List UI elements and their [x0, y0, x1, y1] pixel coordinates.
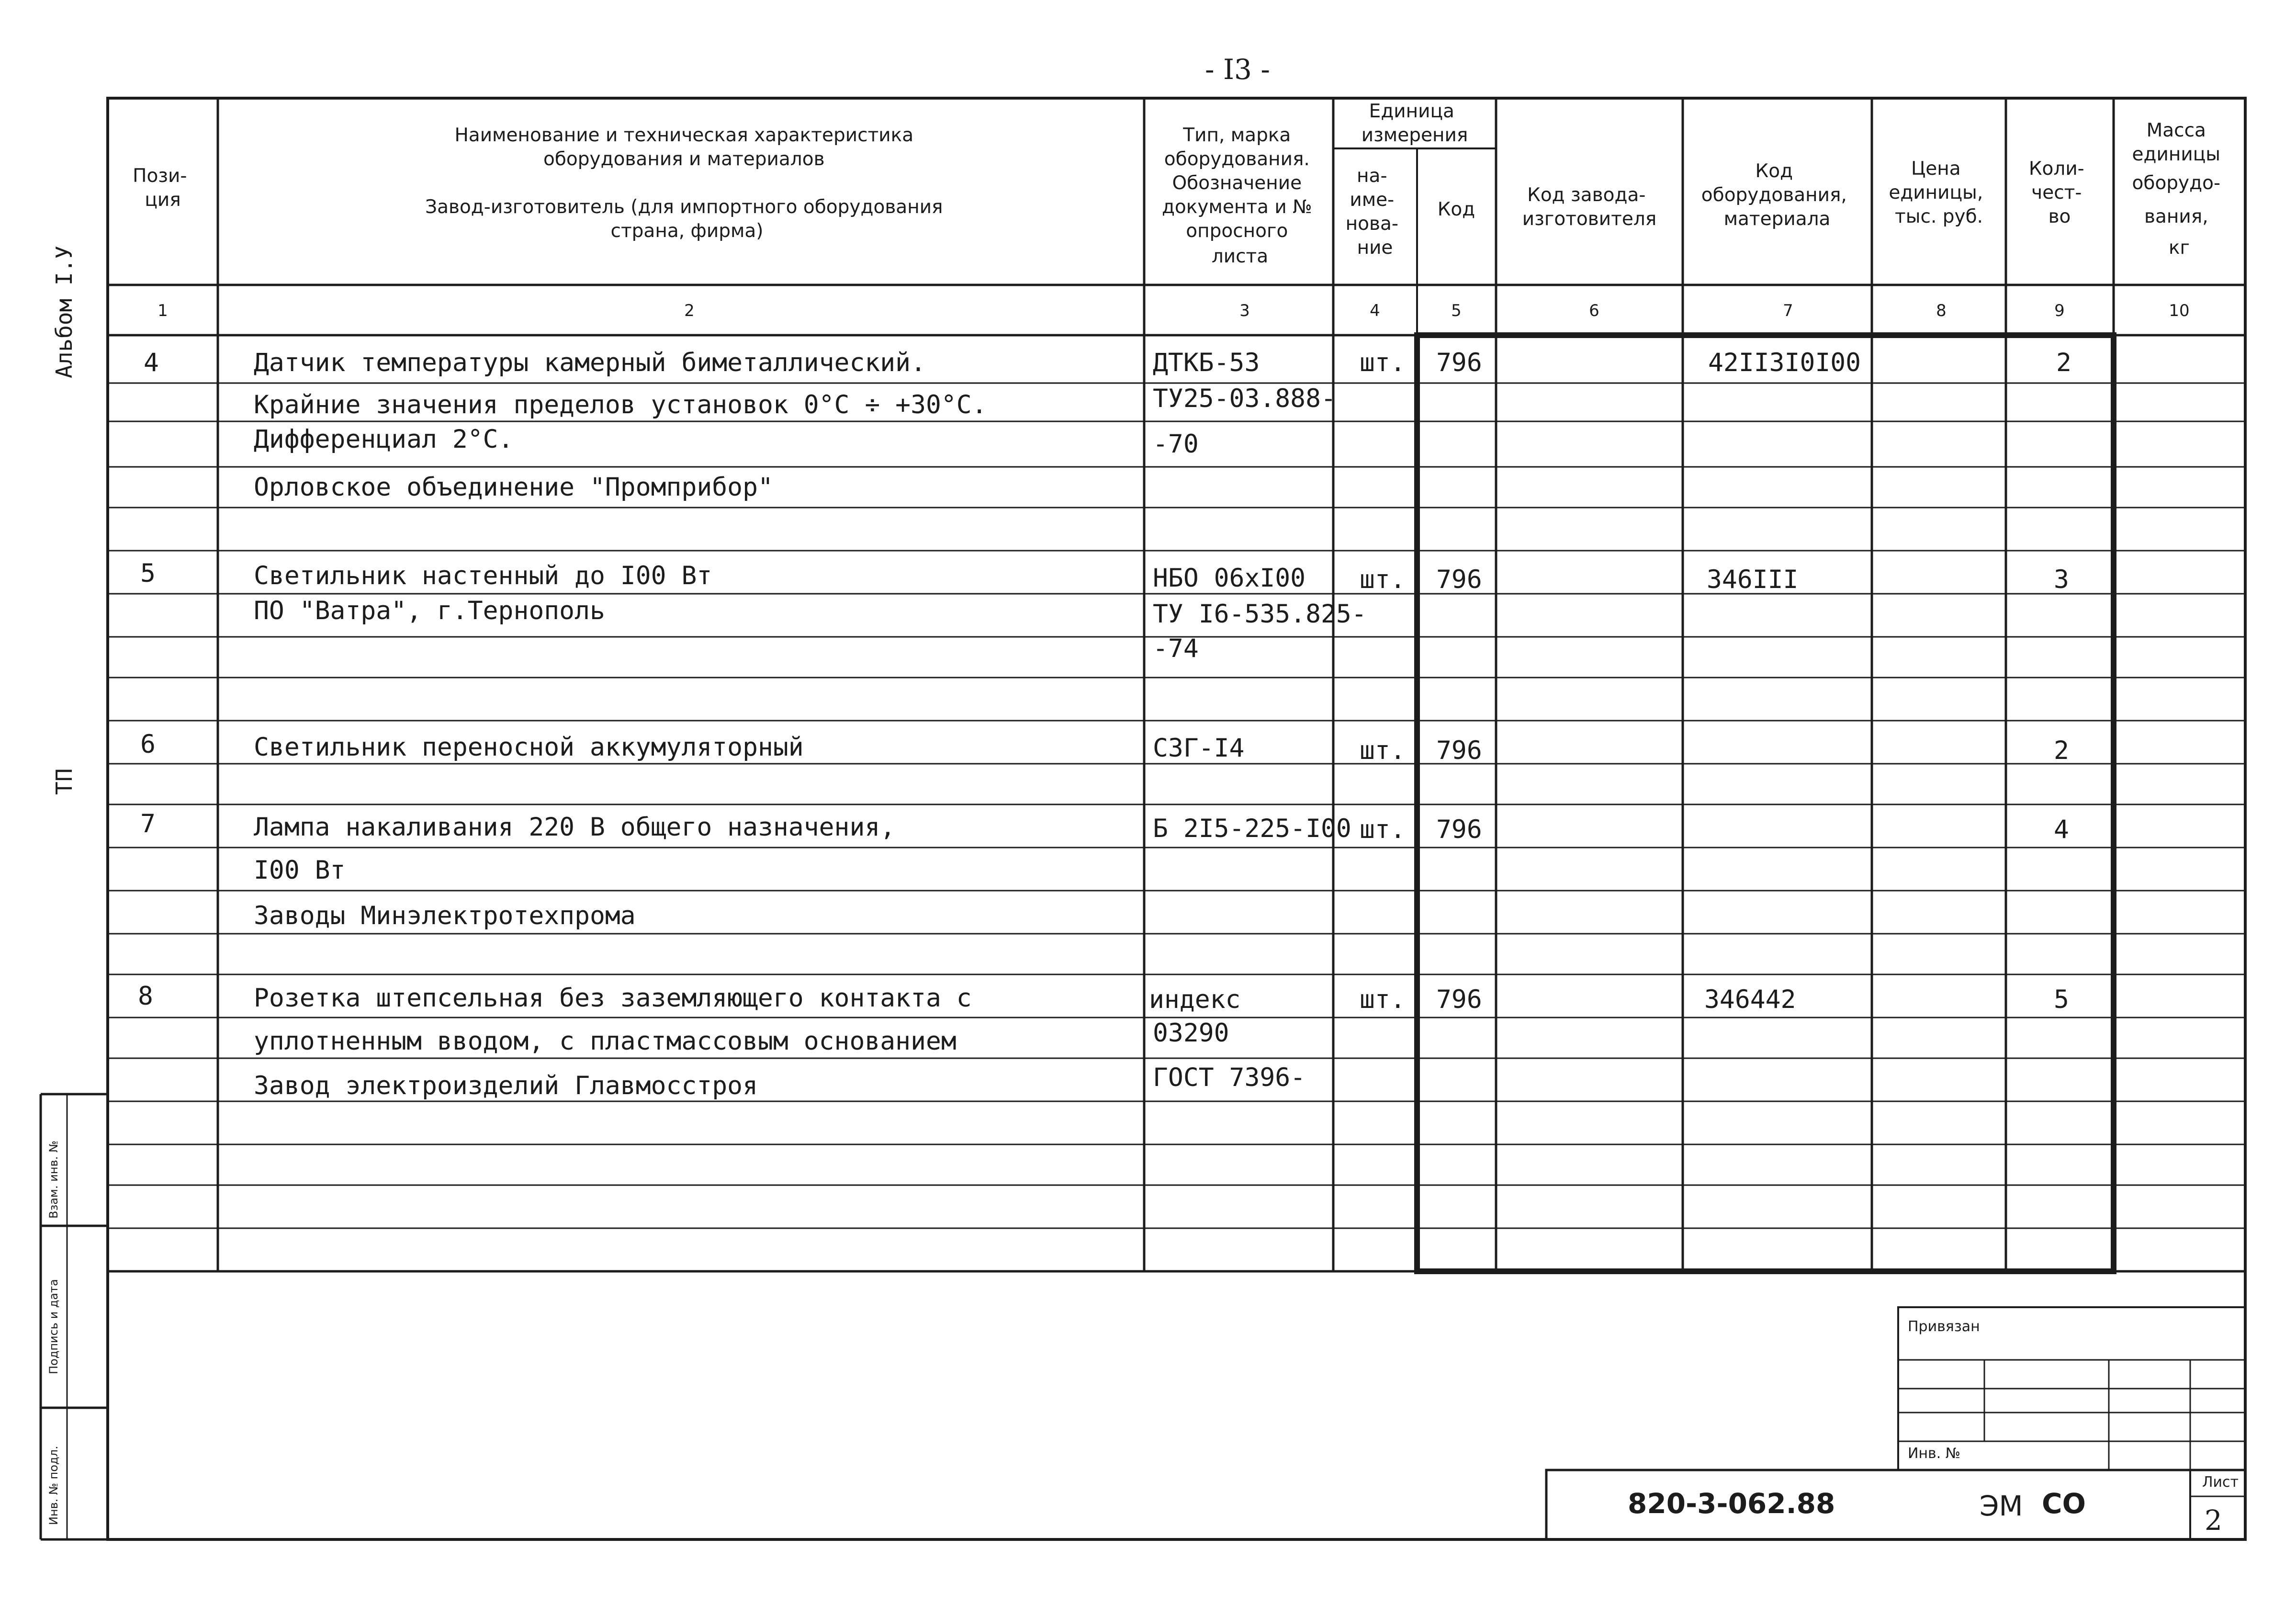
doc-code: 820-3-062.88: [1628, 1487, 1835, 1520]
row-name: ПО "Ватра", г.Тернополь: [254, 596, 605, 625]
colnum-9: 9: [2054, 301, 2065, 320]
colnum-7: 7: [1783, 301, 1793, 320]
colnum-5: 5: [1451, 301, 1462, 320]
column-numbers: [158, 301, 2189, 320]
hdr-type-2: оборудования.: [1164, 148, 1310, 170]
row-name: Орловское объединение "Промприбор": [254, 473, 773, 502]
row-code: 796: [1436, 565, 1482, 594]
colnum-4: 4: [1370, 301, 1380, 320]
row-code: 796: [1436, 815, 1482, 844]
row-qty: 3: [2054, 565, 2069, 594]
hdr-factory-1: Код завода-: [1527, 184, 1646, 206]
row-unit: шт.: [1360, 815, 1406, 844]
hdr-qty-2: чест-: [2031, 182, 2082, 204]
row-name: Датчик температуры камерный биметаллический.: [254, 348, 926, 377]
row-pos: 8: [138, 982, 153, 1011]
row-equip-code: 346442: [1704, 985, 1796, 1014]
page-number: - I3 -: [1205, 53, 1270, 86]
table-header: [133, 101, 2226, 267]
row-unit: шт.: [1360, 985, 1406, 1014]
hdr-mass-5: кг: [2168, 237, 2190, 259]
row-pos: 6: [140, 730, 156, 759]
row-pos: 7: [140, 809, 156, 838]
hdr-name-3: Завод-изготовитель (для импортного оборудования: [425, 196, 943, 218]
hdr-equip-1: Код: [1755, 160, 1793, 182]
row-type: НБО 06хI00: [1153, 564, 1306, 593]
colnum-1: 1: [158, 301, 168, 320]
table-row: [140, 559, 2069, 594]
svg-text:Единица измерения: [1362, 101, 1468, 146]
album-label: Альбом I.У: [51, 246, 77, 378]
row-equip-code: 346III: [1707, 565, 1799, 594]
hdr-type-3: Обозначение: [1172, 172, 1302, 194]
table-row: [138, 982, 2069, 1014]
colnum-10: 10: [2169, 301, 2190, 320]
co-label: СО: [2042, 1487, 2086, 1520]
hdr-price-3: тыс. руб.: [1894, 206, 1983, 227]
hdr-mass-2: единицы: [2132, 144, 2221, 165]
hdr-mass-1: Масса: [2146, 120, 2206, 141]
svg-text:Код оборудования,: [1701, 160, 1853, 230]
table-row: [254, 1018, 1229, 1056]
row-type: -70: [1153, 430, 1199, 459]
svg-text:на- име- нова-: [1346, 165, 1405, 259]
hdr-unitname-4: ние: [1357, 237, 1393, 259]
hdr-name-4: страна, фирма): [610, 220, 764, 242]
hdr-price-2: единицы,: [1889, 182, 1983, 204]
em-label: ЭМ: [1980, 1490, 2023, 1522]
row-code: 796: [1436, 348, 1482, 377]
hdr-type-5: опросного: [1186, 220, 1288, 242]
svg-text:Масса единицы обор: [2132, 120, 2227, 259]
hdr-unit-2: измерения: [1361, 124, 1468, 146]
hdr-qty-3: во: [2048, 206, 2071, 227]
row-name: Светильник настенный до I00 Вт: [254, 561, 712, 590]
table-row: [254, 1063, 1306, 1100]
row-equip-code: 42II3I0I00: [1708, 348, 1861, 377]
colnum-2: 2: [684, 301, 695, 320]
table-row: [254, 384, 1336, 419]
hdr-name-1: Наименование и техническая характеристика: [454, 124, 914, 146]
row-type: ТУ I6-535.825-: [1153, 599, 1367, 629]
hdr-type-4: документа и №: [1161, 196, 1312, 218]
svg-text:Цена единицы, тыс.: [1889, 158, 1989, 227]
row-code: 796: [1436, 736, 1482, 765]
hdr-equip-2: оборудования,: [1701, 184, 1847, 206]
row-pos: 5: [140, 559, 156, 588]
colnum-6: 6: [1589, 301, 1599, 320]
table-row: [254, 425, 1199, 459]
table-row: [140, 809, 2069, 844]
row-type: ТУ25-03.888-: [1153, 384, 1336, 413]
row-name: Крайние значения пределов установок 0°С ÷ +30°С.: [254, 390, 987, 419]
table-row: [254, 596, 1367, 629]
hdr-mass-3: оборудо-: [2132, 172, 2221, 194]
privyazan-label: Привязан: [1908, 1318, 1980, 1335]
row-name: Лампа накаливания 220 В общего назначения,: [254, 813, 896, 842]
list-number: 2: [2205, 1504, 2222, 1537]
row-type: СЗГ-I4: [1153, 734, 1245, 763]
row-name: Заводы Минэлектротехпрома: [254, 901, 636, 930]
inv-stamp-label: Инв. №: [1908, 1445, 1961, 1462]
row-type: 03290: [1153, 1018, 1229, 1048]
row-qty: 4: [2054, 815, 2069, 844]
row-type: ГОСТ 7396-: [1153, 1063, 1306, 1092]
table-row: [140, 730, 2069, 765]
hdr-unitname-1: на-: [1357, 165, 1387, 187]
hdr-price-1: Цена: [1911, 158, 1961, 180]
table-row: [1153, 634, 1199, 663]
hdr-factory-2: изготовителя: [1522, 208, 1657, 230]
svg-text:Тип, марка оборудования.: [1162, 124, 1318, 267]
svg-text:Наименование и техническая хар: [425, 124, 949, 242]
table-row: [254, 473, 773, 502]
hdr-type-6: листа: [1211, 246, 1269, 267]
row-qty: 5: [2054, 985, 2069, 1014]
hdr-equip-3: материала: [1723, 208, 1831, 230]
table-row: [254, 901, 636, 930]
hdr-unitname-3: нова-: [1345, 213, 1398, 235]
row-name: Завод электроизделий Главмосстроя: [254, 1071, 758, 1100]
row-unit: шт.: [1360, 736, 1406, 765]
row-qty: 2: [2054, 736, 2069, 765]
hdr-qty-1: Коли-: [2028, 158, 2084, 180]
row-qty: 2: [2056, 348, 2071, 377]
inv-label: Инв. № подл.: [47, 1446, 60, 1525]
list-label: Лист: [2202, 1474, 2239, 1491]
row-pos: 4: [144, 348, 159, 377]
row-type: Б 2I5-225-I00: [1153, 814, 1351, 843]
colnum-8: 8: [1936, 301, 1947, 320]
row-unit: шт.: [1360, 565, 1406, 594]
row-name: Светильник переносной аккумуляторный: [254, 733, 804, 762]
row-type: -74: [1153, 634, 1199, 663]
table-body: [138, 348, 2071, 1100]
row-name: уплотненным вводом, с пластмассовым основанием: [254, 1027, 957, 1056]
hdr-code: Код: [1437, 199, 1475, 220]
row-name: Дифференциал 2°С.: [254, 425, 514, 454]
hdr-type-1: Тип, марка: [1183, 124, 1291, 146]
row-name: I00 Вт: [254, 856, 346, 885]
hdr-mass-4: вания,: [2144, 206, 2208, 227]
row-unit: шт.: [1360, 348, 1406, 377]
hdr-pos-2: ция: [145, 189, 181, 211]
svg-text:Код завода- изготовителя: [1522, 184, 1656, 230]
row-type: ДТКБ-53: [1153, 348, 1260, 377]
svg-text:Пози- ция: [133, 165, 193, 211]
podpis-label: Подпись и дата: [47, 1279, 60, 1374]
row-name: Розетка штепсельная без заземляющего контакта с: [254, 984, 972, 1013]
hdr-unitname-2: име-: [1350, 189, 1395, 211]
row-code: 796: [1436, 985, 1482, 1014]
ttp-label: ТП: [51, 768, 77, 795]
hdr-pos-1: Пози-: [133, 165, 187, 187]
hdr-name-2: оборудования и материалов: [543, 148, 825, 170]
hdr-unit-1: Единица: [1369, 101, 1454, 122]
vzam-label: Взам. инв. №: [47, 1141, 60, 1219]
row-type: индекс: [1149, 985, 1241, 1014]
table-row: [254, 856, 345, 885]
table-row: [144, 348, 2071, 377]
svg-text:Коли- чест- во: [2029, 158, 2090, 227]
colnum-3: 3: [1239, 301, 1250, 320]
